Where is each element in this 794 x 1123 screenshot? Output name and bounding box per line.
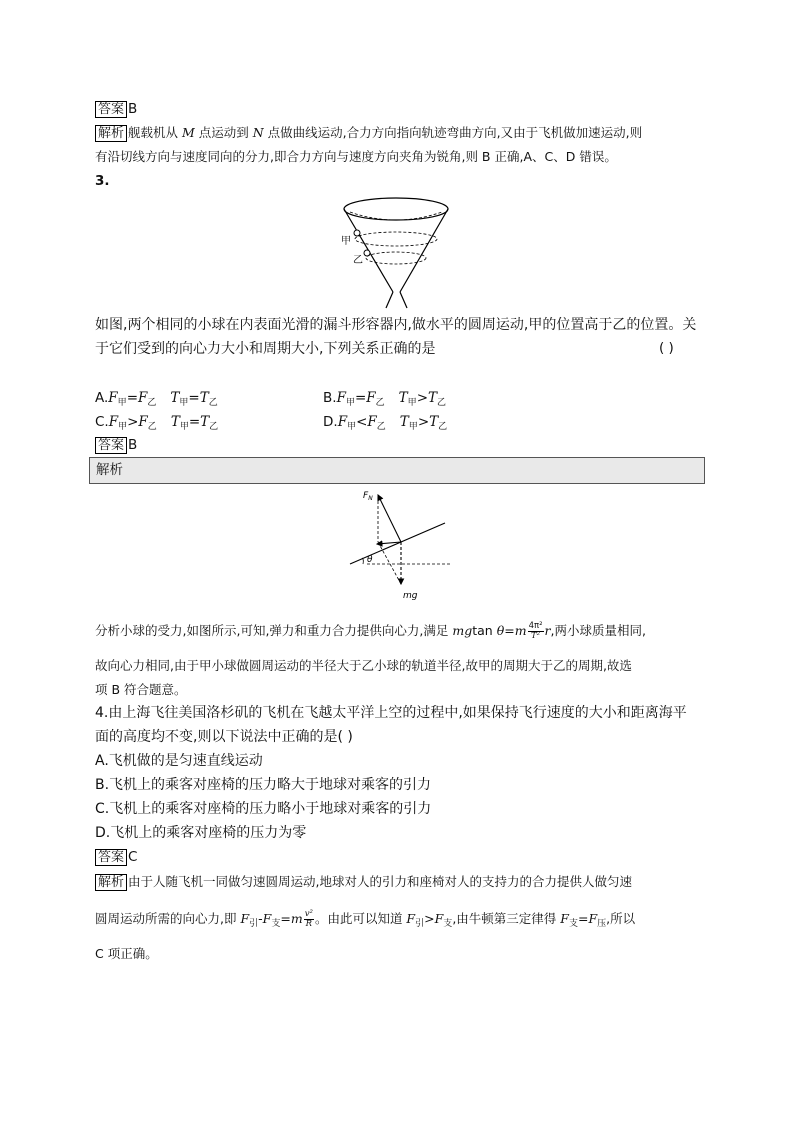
- option-relation: =: [354, 390, 367, 406]
- q4-option-d: D.飞机上的乘客对座椅的压力为零: [95, 825, 307, 841]
- formula-text: -: [258, 911, 263, 926]
- analysis-tag: 解析: [95, 125, 127, 142]
- q3-option-a: [95, 389, 218, 412]
- formula-text: =: [280, 911, 291, 926]
- option-symbol: F: [138, 390, 148, 406]
- option-sub: 乙: [208, 398, 218, 408]
- analysis-text: ,由牛顿第三定律得: [452, 911, 561, 926]
- option-relation: >: [416, 390, 428, 406]
- option-sub: 乙: [375, 398, 385, 408]
- q2-analysis-text: 点运动到: [194, 125, 253, 140]
- q2-answer: B: [128, 101, 138, 117]
- option-sub: 甲: [117, 398, 127, 408]
- analysis-text: 圆周运动所需的向心力,即: [95, 911, 241, 926]
- q4-answer: C: [128, 849, 138, 865]
- option-sub: 乙: [376, 422, 386, 432]
- option-symbol: T: [200, 414, 210, 430]
- point-m: M: [182, 125, 195, 140]
- option-sub: 甲: [407, 398, 417, 408]
- analysis-text: ,所以: [606, 911, 636, 926]
- option-symbol: T: [399, 414, 409, 430]
- q3-answer-paren: ( ): [659, 340, 674, 356]
- formula-sub: 引: [249, 919, 259, 929]
- funnel-rim-dash: [350, 212, 442, 220]
- option-symbol: T: [170, 414, 180, 430]
- formula-fraction: [528, 622, 544, 641]
- option-relation: =: [188, 414, 201, 430]
- q3-stem-line-2: 于它们受到的向心力大小和周期大小,下列关系正确的是: [95, 341, 436, 357]
- q3-analysis-line-3: 项 B 符合题意。: [95, 682, 187, 697]
- q3-answer-line: [95, 436, 137, 454]
- q4-option-b: B.飞机上的乘客对座椅的压力略大于地球对乘客的引力: [95, 777, 432, 793]
- option-sub: 乙: [209, 422, 219, 432]
- diagonal-dashed: [378, 542, 401, 584]
- q3-answer: B: [128, 437, 138, 453]
- q2-analysis-text: 点做曲线运动,合力方向指向轨迹弯曲方向,又由于飞机做加速运动,则: [263, 125, 643, 140]
- formula-sub: 支: [568, 919, 578, 929]
- label-yi: 乙: [353, 255, 363, 266]
- fraction-numerator: 4π²: [528, 621, 543, 631]
- q4-analysis-line-2: [95, 910, 635, 933]
- analysis-text: 。由此可以知道: [314, 911, 407, 926]
- formula-sub: 压: [597, 919, 607, 929]
- q3-analysis-header: 解析: [89, 457, 705, 484]
- option-relation: >: [417, 414, 430, 430]
- option-symbol: F: [367, 414, 377, 430]
- analysis-text: 由于人随飞机一同做匀速圆周运动,地球对人的引力和座椅对人的支持力的合力提供人做匀速: [128, 874, 632, 889]
- option-sub: 甲: [179, 398, 189, 408]
- option-sub: 甲: [345, 398, 355, 408]
- q4-answer-line: [95, 848, 137, 866]
- analysis-text: 分析小球的受力,如图所示,可知,弹力和重力合力提供向心力,满足: [95, 623, 453, 638]
- option-symbol: T: [170, 390, 180, 406]
- formula-symbol: F: [262, 911, 272, 926]
- formula-fraction: [304, 910, 314, 929]
- option-symbol: F: [108, 414, 119, 430]
- formula-symbol: F: [240, 911, 250, 926]
- option-symbol: T: [398, 390, 408, 406]
- option-sub: 甲: [347, 422, 357, 432]
- option-symbol: T: [428, 390, 438, 406]
- q3-analysis-line-1: [95, 622, 646, 641]
- formula-symbol: F: [560, 911, 569, 926]
- formula-text: >: [424, 911, 435, 926]
- q3-option-d: [323, 413, 447, 436]
- fraction-numerator: v²: [304, 909, 313, 919]
- formula-text: =: [577, 911, 589, 926]
- funnel-neck-left: [386, 292, 393, 308]
- q4-analysis-line-1: [95, 873, 632, 891]
- option-letter: A.: [95, 390, 109, 406]
- option-letter: C.: [95, 414, 109, 430]
- answer-tag: 答案: [95, 849, 127, 866]
- answer-tag: 答案: [95, 437, 127, 454]
- q4-stem-line-2: 面的高度均不变,则以下说法中正确的是( ): [95, 729, 353, 745]
- formula-symbol: θ: [496, 623, 505, 638]
- incline-line: [350, 523, 445, 564]
- analysis-text: ,两小球质量相同,: [550, 623, 646, 638]
- q3-option-b: [323, 389, 446, 412]
- option-symbol: T: [199, 390, 209, 406]
- option-sub: 甲: [179, 422, 189, 432]
- option-letter: D.: [323, 414, 338, 430]
- q2-analysis-line-2: 有沿切线方向与速度同向的分力,即合力方向与速度方向夹角为锐角,则 B 正确,A、C、D 错误。: [95, 149, 617, 164]
- option-relation: <: [356, 414, 368, 430]
- q4-option-c: C.飞机上的乘客对座椅的压力略小于地球对乘客的引力: [95, 801, 432, 817]
- option-symbol: F: [138, 414, 148, 430]
- q2-analysis-text: 舰载机从: [128, 125, 182, 140]
- fraction-denominator: R: [305, 919, 313, 929]
- answer-tag: 答案: [95, 101, 127, 118]
- ball-yi: [364, 250, 370, 256]
- q2-analysis-line-1: [95, 124, 642, 142]
- orbit-jia: [355, 232, 437, 246]
- analysis-tag: 解析: [95, 874, 127, 891]
- funnel-rim: [344, 198, 448, 220]
- option-symbol: F: [337, 414, 348, 430]
- q4-option-a: A.飞机做的是匀速直线运动: [95, 753, 263, 769]
- option-sub: 甲: [118, 422, 128, 432]
- formula-symbol: F: [434, 911, 444, 926]
- q3-analysis-line-2: 故向心力相同,由于甲小球做圆周运动的半径大于乙小球的轨道半径,故甲的周期大于乙的周期,故选: [95, 658, 632, 673]
- option-sub: 乙: [147, 422, 157, 432]
- fraction-denominator: T²: [531, 631, 541, 641]
- option-sub: 甲: [408, 422, 418, 432]
- option-relation: =: [126, 390, 138, 406]
- option-letter: B.: [323, 390, 337, 406]
- label-theta: θ: [367, 555, 373, 565]
- q3-number: 3.: [95, 173, 110, 189]
- option-relation: >: [127, 414, 139, 430]
- ball-jia: [354, 230, 360, 236]
- q3-stem-line-1: 如图,两个相同的小球在内表面光滑的漏斗形容器内,做水平的圆周运动,甲的位置高于乙的位置。关: [95, 317, 697, 333]
- formula-sub: 引: [415, 919, 425, 929]
- funnel-neck-right: [400, 292, 407, 308]
- formula-text: =: [504, 623, 515, 638]
- formula-symbol: r: [544, 623, 551, 638]
- option-sub: 乙: [437, 398, 447, 408]
- formula-symbol: F: [588, 911, 598, 926]
- orbit-yi: [366, 252, 426, 264]
- option-sub: 乙: [147, 398, 157, 408]
- q2-answer-line: [95, 100, 137, 118]
- label-fn: $F_N$: [363, 491, 373, 502]
- formula-symbol: m: [514, 623, 527, 638]
- funnel-wall-right: [400, 209, 448, 292]
- formula-sub: 支: [271, 919, 281, 929]
- normal-force-arrow: [378, 495, 401, 542]
- formula-text: tan: [472, 623, 497, 638]
- label-mg: mg: [403, 591, 418, 601]
- option-sub: 乙: [438, 422, 448, 432]
- option-symbol: F: [336, 390, 346, 406]
- option-symbol: F: [366, 390, 376, 406]
- point-n: N: [252, 125, 264, 140]
- funnel-figure: [330, 192, 460, 310]
- label-jia: 甲: [341, 236, 351, 247]
- option-symbol: F: [108, 390, 118, 406]
- formula-symbol: mg: [452, 623, 473, 638]
- option-symbol: T: [429, 414, 439, 430]
- option-relation: =: [188, 390, 200, 406]
- formula-sub: 支: [443, 919, 453, 929]
- force-diagram: [345, 486, 455, 604]
- formula-symbol: F: [406, 911, 416, 926]
- q4-stem-line-1: 4.由上海飞往美国洛杉矶的飞机在飞越太平洋上空的过程中,如果保持飞行速度的大小和距离海平: [95, 705, 687, 721]
- formula-symbol: m: [290, 911, 303, 926]
- q4-analysis-line-3: C 项正确。: [95, 946, 158, 961]
- q3-option-c: [95, 413, 218, 436]
